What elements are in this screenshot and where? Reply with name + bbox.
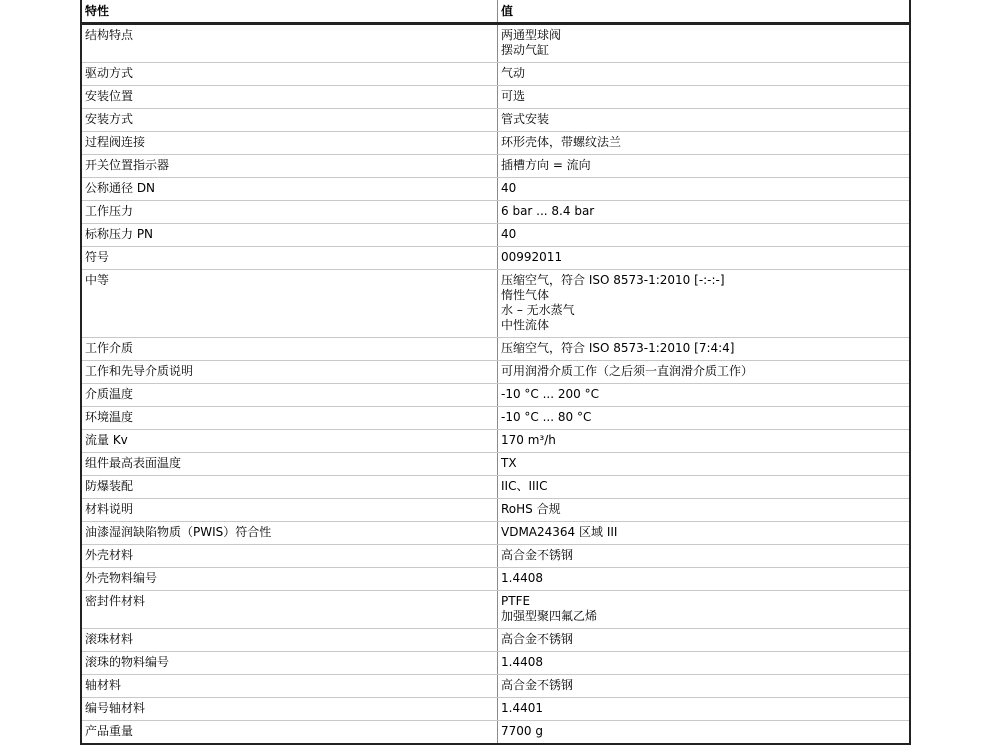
table-header-row [81, 0, 910, 24]
property-cell: 工作介质 [81, 338, 498, 361]
table-row [81, 338, 910, 361]
header-property: 特性 [81, 0, 498, 24]
value-cell [498, 453, 911, 476]
property-cell: 油漆湿润缺陷物质（PWIS）符合性 [81, 522, 498, 545]
property-cell: 驱动方式 [81, 63, 498, 86]
value-line: 170 m³/h [501, 433, 556, 447]
property-cell: 轴材料 [81, 675, 498, 698]
value-line: 两通型球阀 [501, 28, 562, 42]
value-cell [498, 430, 911, 453]
header-value: 值 [498, 0, 911, 24]
value-cell [498, 361, 911, 384]
value-line: 40 [501, 181, 517, 195]
value-line: 加强型聚四氟乙烯 [501, 609, 598, 623]
value-line: 可选 [501, 89, 526, 103]
value-cell [498, 132, 911, 155]
value-line: 高合金不锈钢 [501, 678, 574, 692]
property-cell: 开关位置指示器 [81, 155, 498, 178]
value-cell [498, 338, 911, 361]
value-cell [498, 568, 911, 591]
value-cell [498, 545, 911, 568]
table-row [81, 629, 910, 652]
value-cell [498, 522, 911, 545]
value-cell [498, 721, 911, 745]
property-cell: 安装方式 [81, 109, 498, 132]
value-cell [498, 698, 911, 721]
value-line: 惰性气体 [501, 288, 550, 302]
property-cell: 安装位置 [81, 86, 498, 109]
property-cell: 工作和先导介质说明 [81, 361, 498, 384]
value-line: -10 °C ... 200 °C [501, 387, 599, 401]
value-cell [498, 201, 911, 224]
property-cell: 外壳物料编号 [81, 568, 498, 591]
value-line: 气动 [501, 66, 526, 80]
property-cell: 工作压力 [81, 201, 498, 224]
value-line: 00992011 [501, 250, 563, 264]
value-line: 中性流体 [501, 318, 550, 332]
value-line: 1.4408 [501, 571, 543, 585]
value-cell [498, 476, 911, 499]
value-cell [498, 178, 911, 201]
property-cell: 结构特点 [81, 24, 498, 63]
value-cell [498, 86, 911, 109]
value-line: 管式安装 [501, 112, 550, 126]
value-line: 高合金不锈钢 [501, 632, 574, 646]
property-cell: 滚珠的物料编号 [81, 652, 498, 675]
value-line: IIC、IIIC [501, 479, 548, 493]
value-cell [498, 499, 911, 522]
value-cell [498, 224, 911, 247]
property-cell: 流量 Kv [81, 430, 498, 453]
table-row [81, 224, 910, 247]
value-line: 摆动气缸 [501, 43, 550, 57]
value-cell [498, 591, 911, 629]
value-cell [498, 155, 911, 178]
value-line: RoHS 合规 [501, 502, 561, 516]
value-line: 7700 g [501, 724, 543, 738]
property-cell: 标称压力 PN [81, 224, 498, 247]
table-row [81, 568, 910, 591]
table-row [81, 24, 910, 63]
value-line: 插槽方向 = 流向 [501, 158, 591, 172]
value-line: 6 bar ... 8.4 bar [501, 204, 595, 218]
property-cell: 密封件材料 [81, 591, 498, 629]
value-line: 水 – 无水蒸气 [501, 303, 575, 317]
value-line: 压缩空气，符合 ISO 8573-1:2010 [7:4:4] [501, 341, 735, 355]
value-line: 可用润滑介质工作（之后须一直润滑介质工作） [501, 364, 754, 378]
table-row [81, 384, 910, 407]
value-line: 高合金不锈钢 [501, 548, 574, 562]
table-row [81, 652, 910, 675]
table-row [81, 522, 910, 545]
value-line: 压缩空气，符合 ISO 8573-1:2010 [-:-:-] [501, 273, 725, 287]
value-cell [498, 24, 911, 63]
property-cell: 过程阀连接 [81, 132, 498, 155]
value-line: VDMA24364 区域 III [501, 525, 618, 539]
value-cell [498, 109, 911, 132]
value-line: TX [501, 456, 517, 470]
table-row [81, 698, 910, 721]
value-cell [498, 629, 911, 652]
value-cell [498, 407, 911, 430]
property-cell: 组件最高表面温度 [81, 453, 498, 476]
value-line: 1.4408 [501, 655, 543, 669]
table-row [81, 132, 910, 155]
value-line: -10 °C ... 80 °C [501, 410, 592, 424]
property-cell: 产品重量 [81, 721, 498, 745]
table-row [81, 86, 910, 109]
value-cell [498, 247, 911, 270]
table-row [81, 247, 910, 270]
table-row [81, 155, 910, 178]
table-row [81, 591, 910, 629]
table-row [81, 499, 910, 522]
property-cell: 公称通径 DN [81, 178, 498, 201]
property-cell: 符号 [81, 247, 498, 270]
spec-table [80, 0, 911, 745]
value-line: 1.4401 [501, 701, 543, 715]
value-cell [498, 63, 911, 86]
property-cell: 滚珠材料 [81, 629, 498, 652]
table-row [81, 361, 910, 384]
value-cell [498, 270, 911, 338]
table-row [81, 675, 910, 698]
table-row [81, 63, 910, 86]
value-line: 40 [501, 227, 517, 241]
table-row [81, 453, 910, 476]
table-row [81, 407, 910, 430]
table-row [81, 476, 910, 499]
value-line: PTFE [501, 594, 531, 608]
table-row [81, 545, 910, 568]
value-cell [498, 384, 911, 407]
spec-table-body [81, 24, 910, 745]
property-cell: 中等 [81, 270, 498, 338]
property-cell: 介质温度 [81, 384, 498, 407]
table-row [81, 270, 910, 338]
table-row [81, 430, 910, 453]
value-cell [498, 675, 911, 698]
property-cell: 环境温度 [81, 407, 498, 430]
table-row [81, 721, 910, 745]
table-row [81, 201, 910, 224]
property-cell: 防爆装配 [81, 476, 498, 499]
property-cell: 编号轴材料 [81, 698, 498, 721]
table-row [81, 178, 910, 201]
property-cell: 外壳材料 [81, 545, 498, 568]
value-cell [498, 652, 911, 675]
property-cell: 材料说明 [81, 499, 498, 522]
value-line: 环形壳体，带螺纹法兰 [501, 135, 622, 149]
table-row [81, 109, 910, 132]
